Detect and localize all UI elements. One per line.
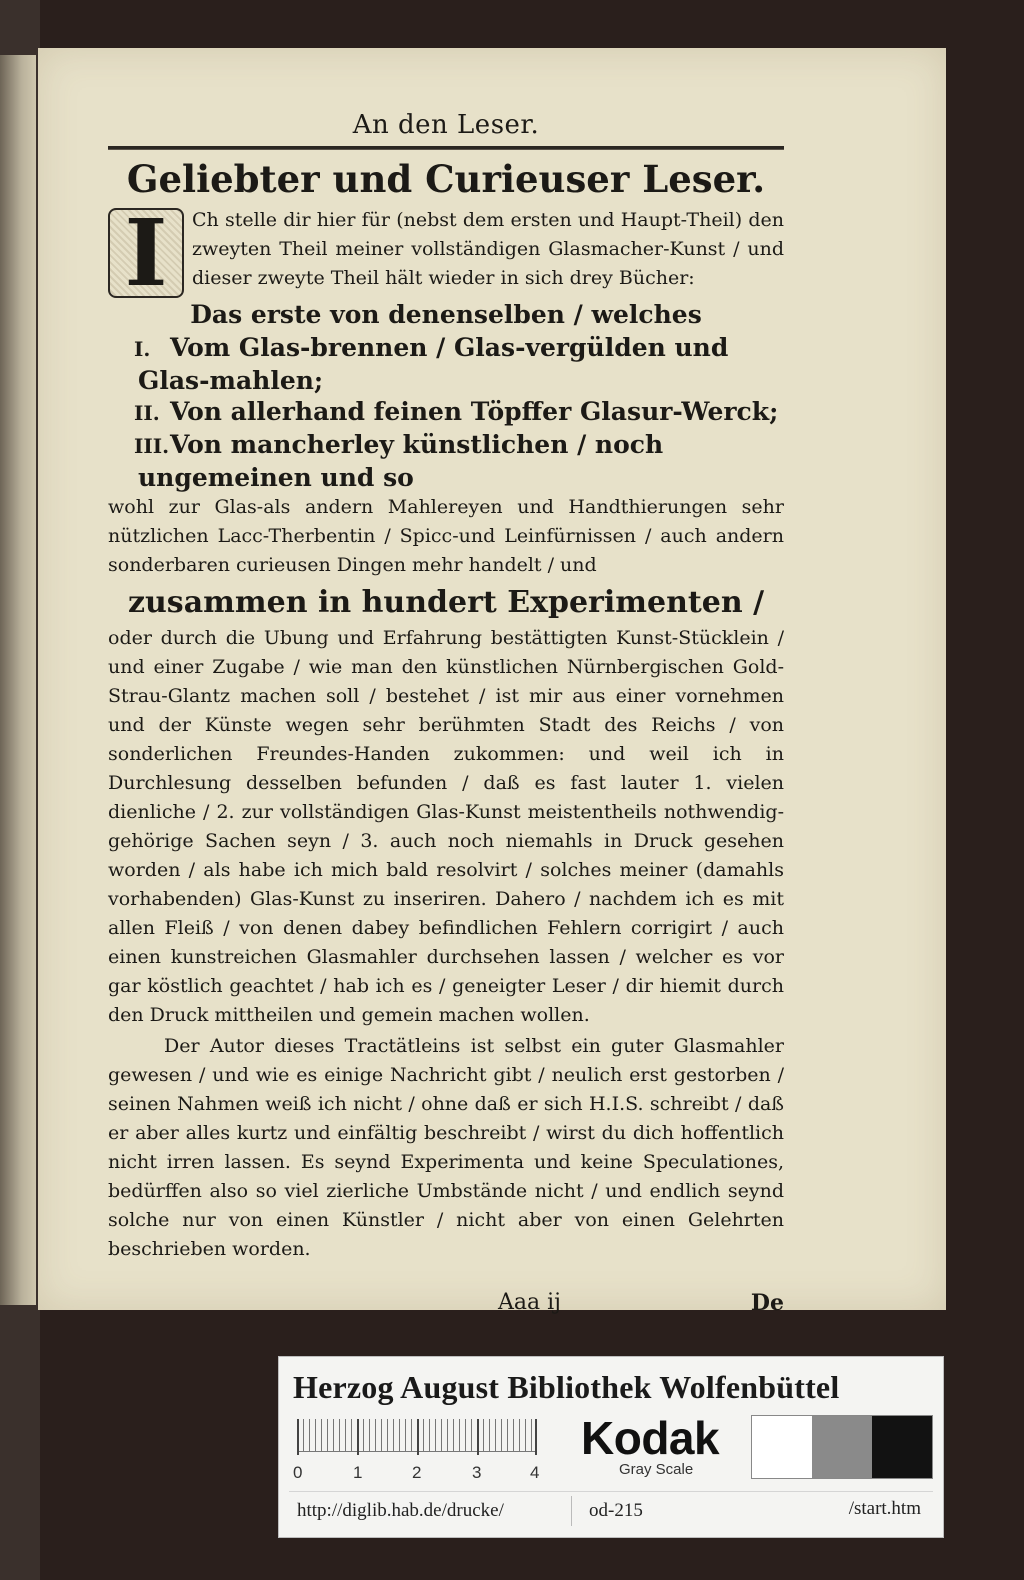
page-edge xyxy=(0,55,36,1305)
ruler-label: 2 xyxy=(412,1463,422,1482)
url-bar xyxy=(289,1491,933,1530)
running-head: An den Leser. xyxy=(352,110,540,140)
page-content xyxy=(108,108,784,1324)
list-item xyxy=(108,429,784,493)
intro-paragraph xyxy=(108,199,784,307)
kodak-logo: Kodak xyxy=(581,1412,720,1464)
header-rule xyxy=(108,146,784,150)
page-title: Geliebter und Curieuser Leser. xyxy=(126,157,766,201)
list-item-text: Vom Glas-brennen / Glas-vergülden und Glas-mahlen; xyxy=(138,333,729,395)
list-item xyxy=(108,396,784,429)
gray-scale-label: Gray Scale xyxy=(619,1461,694,1478)
url-base: http://diglib.hab.de/drucke/ xyxy=(297,1500,504,1521)
book-page xyxy=(38,48,946,1316)
ruler-major-tick xyxy=(535,1419,537,1455)
ruler-major-tick xyxy=(477,1419,479,1455)
url-id: od-215 xyxy=(589,1500,643,1521)
swatch-black xyxy=(872,1416,932,1478)
drop-cap-initial: I xyxy=(108,208,184,298)
list-item-number: III. xyxy=(134,434,170,458)
list-item-continuation: wohl zur Glas-als andern Mahlereyen und Handthierungen sehr nützlichen Lacc-Therbentin / Spicc-und Leinfürnissen / auch andern sonderbaren curieusen Dingen mehr handelt / und xyxy=(108,496,784,576)
list-item xyxy=(108,332,784,396)
swatch-white xyxy=(752,1416,812,1478)
gray-scale-swatches xyxy=(751,1415,933,1479)
ruler-major-tick xyxy=(357,1419,359,1455)
swatch-gray xyxy=(812,1416,872,1478)
signature-mark: Aaa ij xyxy=(498,1290,561,1315)
author-paragraph: Der Autor dieses Tractätleins ist selbst ein guter Glasmahler gewesen / und wie es einige Nachricht gibt / neulich erst gestorben / seinen Nahmen weiß ich nicht / ohne daß er sich H.I.S. schreibt / daß er aber alles kurtz und einfältig beschreibt / wirst du dich hoffentlich nicht irren lassen. Es seynd Experimenta und keine Speculationes, bedürffen also so viel zierliche Umbstände nicht / und endlich seynd solche nur von einen Künstler / nicht aber von einen Gelehrten beschrieben worden. xyxy=(108,1035,784,1260)
ruler-label: 1 xyxy=(353,1463,363,1482)
ruler-label: 0 xyxy=(293,1463,303,1482)
ruler-label: 4 xyxy=(530,1463,540,1482)
url-divider xyxy=(571,1496,572,1526)
library-target-card xyxy=(278,1356,944,1538)
list-item-number: II. xyxy=(134,401,160,425)
ruler-label: 3 xyxy=(472,1463,482,1482)
catchword: De xyxy=(750,1290,784,1316)
body-paragraph: oder durch die Ubung und Erfahrung bestättigten Kunst-Stücklein / und einer Zugabe / wie man den künstlichen Nürnbergischen Gold-Strau-Glantz machen soll / bestehet / ist mir aus einer vornehmen und der Künste wegen sehr berühmten Stadt des Reichs / von sonderlichen Freundes-Handen zukommen: und weil ich in Durchlesung desselben befunden / daß es fast lauter 1. vielen dienliche / 2. zur vollständigen Glas-Kunst meistentheils nothwendig-gehörige Sachen seyn / 3. auch noch niemahls in Druck gesehen worden / als habe ich mich bald resolvirt / solches meiner (damahls vorhabenden) Glas-Kunst zu inseriren. Dahero / nachdem ich es mit allen Fleiß / von denen dabey befindlichen Fehlern corrigirt / auch einen kunstreichen Glasmahler durchsehen lassen / welcher es vor gar köstlich geachtet / hab ich es / geneigter Leser / dir hiemit durch den Druck mittheilen und gemein machen wollen. xyxy=(108,627,784,1026)
experiments-heading: zusammen in hundert Experimenten / xyxy=(127,585,765,620)
intro-text: Ch stelle dir hier für (nebst dem ersten und Haupt-Theil) den zweyten Theil meiner vollständigen Glasmacher-Kunst / und dieser zweyte Theil hält wieder in sich drey Bücher: xyxy=(192,209,784,289)
library-name: Herzog August Bibliothek Wolfenbüttel xyxy=(293,1369,840,1405)
list-item-text: Von allerhand feinen Töpffer Glasur-Werck; xyxy=(170,397,779,426)
list-item-number: I. xyxy=(134,337,151,361)
ruler-major-tick xyxy=(417,1419,419,1455)
ruler-major-tick xyxy=(297,1419,299,1455)
list-item-text: Von mancherley künstlichen / noch ungemeinen und so xyxy=(138,430,664,492)
page-footer xyxy=(108,1290,784,1324)
url-suffix: /start.htm xyxy=(848,1498,921,1519)
book-list-intro: Das erste von denenselben / welches xyxy=(190,300,702,329)
